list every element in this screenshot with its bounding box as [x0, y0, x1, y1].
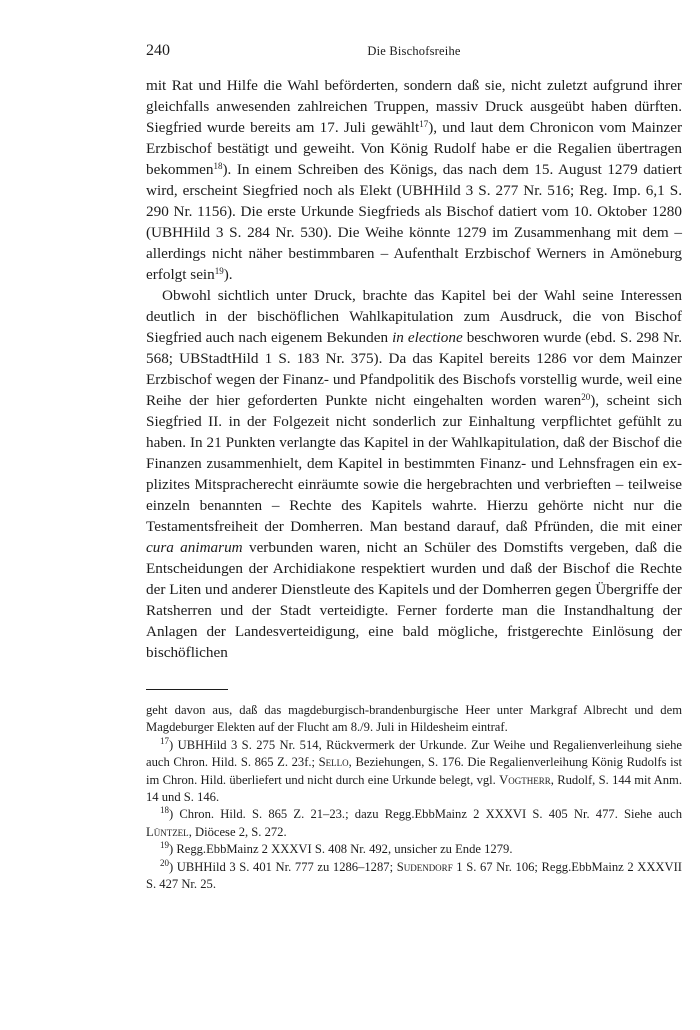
running-head: Die Bischofsreihe — [367, 44, 461, 58]
footnote-ref: 17 — [419, 119, 429, 129]
paragraph — [146, 285, 682, 663]
footnote-number: 18 — [160, 805, 169, 816]
text-run: ) UBHHild 3 S. 401 Nr. 777 zu 1286–1287; — [169, 859, 397, 874]
text-run: mit Rat und Hilfe die Wahl beförderten, sondern daß sie, nicht zuletzt aufgrund ihrer gleichfalls anwesenden zahlreichen Truppen, massiv Druck ausgeübt haben dürften. Siegfried wurde bereits am 17. Juli gewählt — [146, 77, 682, 136]
author-name: Sello — [318, 755, 349, 770]
latin-phrase: in electione — [392, 329, 463, 346]
footnote-18 — [146, 806, 682, 841]
footnote-17 — [146, 737, 682, 807]
main-text — [146, 75, 682, 663]
footnote-ref: 18 — [213, 161, 223, 171]
book-page — [146, 42, 682, 893]
text-run: ) UBHHild 3 S. 275 Nr. 514, Rückvermerk der Urkunde. Zur Weihe und Regalienverleihung siehe auch Chron. Hild. S. 865 Z. 23f.; — [146, 737, 682, 770]
author-name: Vogtherr — [499, 772, 551, 787]
footnote-divider — [146, 689, 228, 690]
text-run: ) Regg.EbbMainz 2 XXXVI S. 408 Nr. 492, unsicher zu Ende 1279. — [169, 842, 513, 857]
footnote-20 — [146, 859, 682, 894]
footnote-ref: 19 — [214, 266, 224, 276]
page-number: 240 — [146, 42, 170, 59]
text-run: ). In einem Schreiben des Königs, das nach dem 15. August 1279 datiert wird, erscheint Siegfried noch als Elekt (UBHHild 3 S. 277 Nr. 516; Reg. Imp. 6,1 S. 290 Nr. 1156). Die erste Urkunde Siegfrieds als Bischof datiert vom 10. Oktober 1280 (UBHHild 3 S. 284 Nr. 530). Die Weihe könnte 1279 im Zusammenhang mit dem – allerdings nicht näher bestimmbaren – Aufenthalt Erzbischof Werners in Amöneburg erfolgt sein — [146, 161, 682, 283]
footnote-19 — [146, 841, 682, 858]
text-run: , Diöcese 2, S. 272. — [188, 824, 287, 839]
footnote-ref: 20 — [581, 392, 591, 402]
latin-phrase: cura animarum — [146, 539, 243, 556]
footnotes — [146, 702, 682, 893]
footnote-number: 20 — [160, 857, 169, 868]
text-run: Obwohl sichtlich unter Druck, brachte das Kapitel bei der Wahl seine Interessen deutlich in der bischöflichen Wahlkapitulation zum Ausdruck, die von Bischof Siegfried auch nach eigenem Bekunden — [146, 287, 682, 346]
text-run: , Rudolf, S. 144 mit Anm. 14 und S. 146. — [146, 772, 682, 805]
paragraph — [146, 75, 682, 285]
text-run: ). — [223, 266, 233, 283]
page-header — [146, 42, 682, 64]
text-run: ), und laut dem Chronicon vom Mainzer Erzbischof bestätigt und geweiht. Von König Rudolf habe er die Regalien übertragen bekommen — [146, 119, 682, 178]
footnote-continuation: geht davon aus, daß das magdeburgisch-brandenburgische Heer unter Markgraf Albrecht und dem Magdeburger Elekten auf der Flucht am 8./9. Juli in Hildesheim eintraf. — [146, 703, 682, 735]
author-name: Lüntzel — [146, 824, 189, 839]
text-run: 1 S. 67 Nr. 106; Regg.EbbMainz 2 XXXVII S. 427 Nr. 25. — [146, 859, 682, 892]
text-run: ) Chron. Hild. S. 865 Z. 21–23.; dazu Regg.EbbMainz 2 XXXVI S. 405 Nr. 477. Siehe auch — [169, 807, 682, 822]
author-name: Sudendorf — [396, 859, 453, 874]
text-run: ), scheint sich Siegfried II. in der Folgezeit nicht sonderlich zur Einhaltung verpflichtet gefühlt zu haben. In 21 Punkten verlangte das Kapitel in der Wahlkapitulation, daß der Bischof die Finanzen zusammenhielt, dem Kapitel in bestimmten Finanz- und Lehnsfragen ein explizites Mitspracherecht einräumte sowie die hergebrachten und verbrieften – teilweise einzeln benannten – Rechte des Kapitels wahrte. Hierzu gehörte nicht nur die Testamentsfreiheit der Domherren. Man bestand darauf, daß Pfründen, die mit einer — [146, 392, 682, 535]
text-run: beschworen wurde (ebd. S. 298 Nr. 568; UBStadtHild 1 S. 183 Nr. 375). Da das Kapitel bereits 1286 vor dem Mainzer Erzbischof wegen der Finanz- und Pfandpolitik des Bischofs vorstellig wurde, weil eine Reihe der hier geforderten Punkte nicht eingehalten worden waren — [146, 329, 683, 409]
text-run: , Beziehungen, S. 176. Die Regalienverleihung König Rudolfs ist im Chron. Hild. überliefert und nicht durch eine Urkunde belegt, vgl. — [146, 755, 682, 787]
footnote-number: 17 — [160, 735, 169, 746]
text-run: verbunden waren, nicht an Schüler des Domstifts vergeben, daß die Entscheidungen der Archidiakone respektiert wurden und daß der Bischof die Rechte der Liten und anderer Dienstleute des Kapitels und der Domherren gegen Übergriffe der Ratsherren und der Stadt verteidigte. Ferner forderte man die Instandhaltung der Anlagen der Landesverteidigung, eine bald mögliche, fristgerechte Einlösung der bischöflichen — [146, 539, 682, 661]
footnote-number: 19 — [160, 840, 169, 851]
